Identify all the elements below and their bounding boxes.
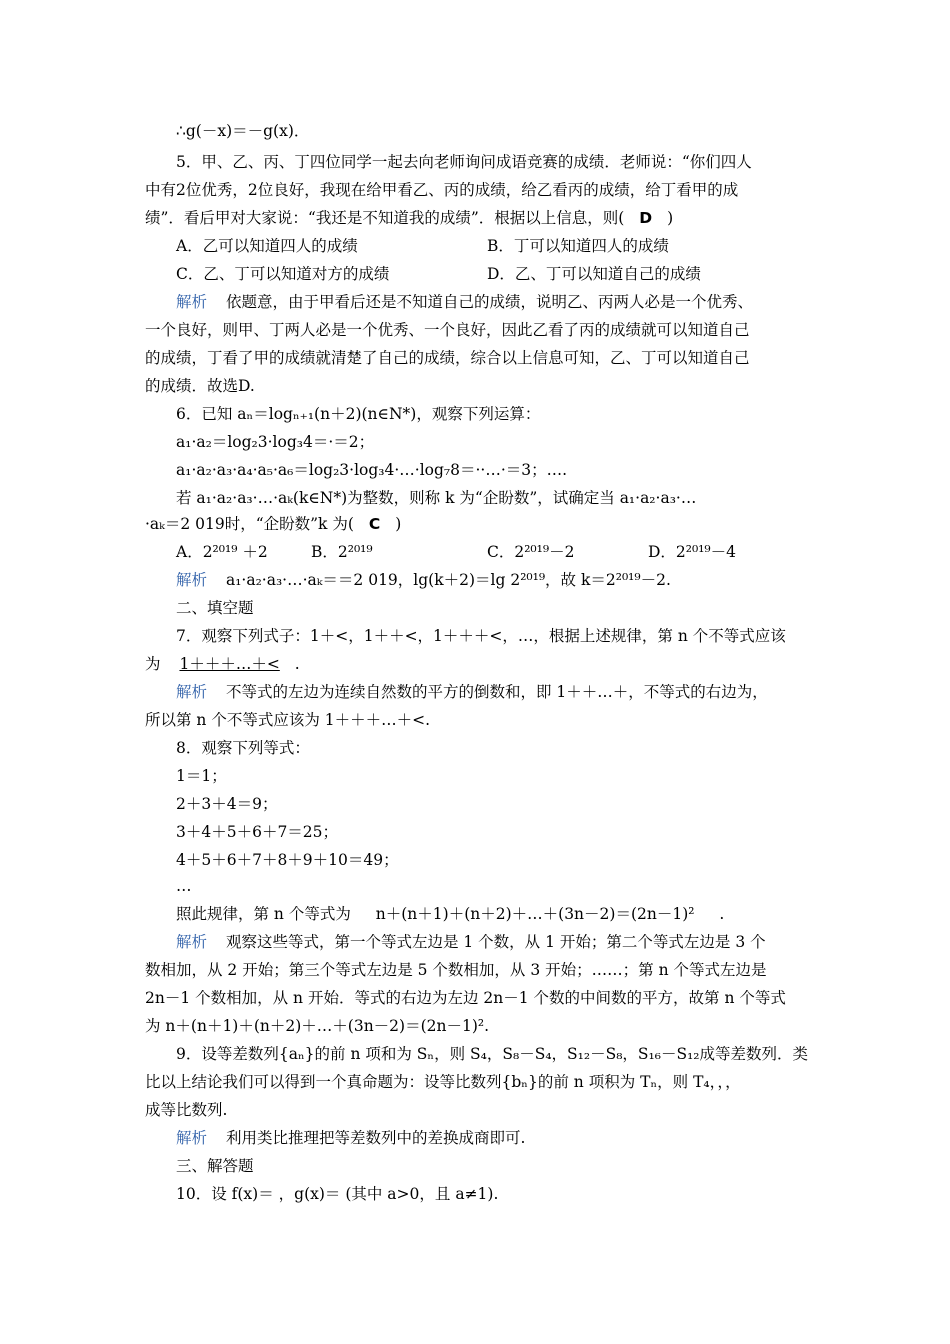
q9-stem-line-3: 成等比数列. bbox=[145, 1101, 228, 1119]
q8-solution-line-2: 数相加，从 2 开始；第三个等式左边是 5 个数相加，从 3 开始；……；第 n 个等式左边是 bbox=[145, 961, 767, 979]
q8-equation-4: 4＋5＋6＋7＋8＋9＋10＝49； bbox=[176, 851, 399, 869]
q5-stem-line-3 bbox=[145, 208, 673, 228]
q6-stem-line-4: 若 a₁·a₂·a₃·…·aₖ(k∈N*)为整数，则称 k 为“企盼数”，试确定当 a₁·a₂·a₃·… bbox=[176, 489, 697, 507]
q6-solution-line bbox=[176, 570, 671, 590]
q5-stem-text: 绩”．看后甲对大家说：“我还是不知道我的成绩”．根据以上信息，则( bbox=[145, 209, 625, 227]
q8-solution-line-3: 2n－1 个数相加，从 n 开始．等式的右边为左边 2n－1 个数的中间数的平方，故第 n 个等式 bbox=[145, 989, 786, 1007]
q6-answer: C bbox=[368, 515, 381, 533]
q5-solution-line-3: 的成绩，丁看了甲的成绩就清楚了自己的成绩，综合以上信息可知，乙、丁可以知道自己 bbox=[145, 349, 750, 367]
q7-period: . bbox=[294, 655, 300, 673]
q7-solution-line-1 bbox=[176, 682, 768, 702]
q7-stem-line-2 bbox=[145, 654, 300, 674]
q8-equation-3: 3＋4＋5＋6＋7＝25； bbox=[176, 823, 339, 841]
q5-option-c: C．乙、丁可以知道对方的成绩 bbox=[176, 265, 390, 283]
q5-solution-line-1 bbox=[176, 292, 753, 312]
q9-solution-line bbox=[176, 1128, 525, 1148]
q6-option-d: D．2²⁰¹⁹－4 bbox=[648, 543, 737, 561]
q6-stem-line-5 bbox=[145, 514, 401, 534]
q5-solution-label: 解析 bbox=[176, 293, 208, 311]
q8-period: . bbox=[719, 905, 725, 923]
q9-stem-line-2: 比以上结论我们可以得到一个真命题为：设等比数列{bₙ}的前 n 项积为 Tₙ，则 T₄，，， bbox=[145, 1073, 741, 1091]
q8-equation-1: 1＝1； bbox=[176, 767, 227, 785]
q8-ellipsis: … bbox=[176, 877, 192, 895]
section-solve-heading: 三、解答题 bbox=[176, 1157, 254, 1175]
proof-conclusion-line: ∴g(－x)＝－g(x)． bbox=[176, 122, 310, 140]
q5-option-a: A．乙可以知道四人的成绩 bbox=[176, 237, 358, 255]
q8-solution-line-4: 为 n＋(n＋1)＋(n＋2)＋…＋(3n－2)＝(2n－1)². bbox=[145, 1017, 490, 1035]
q6-options-row bbox=[176, 542, 876, 562]
q8-stem-line-1: 8．观察下列等式： bbox=[176, 739, 310, 757]
q6-paren-close: ) bbox=[395, 515, 402, 533]
q9-solution-label: 解析 bbox=[176, 1129, 208, 1147]
q5-options-row-1 bbox=[176, 236, 876, 256]
q6-option-a: A．2²⁰¹⁹ ＋2 bbox=[176, 543, 268, 561]
q5-solution-text-1: 依题意，由于甲看后还是不知道自己的成绩，说明乙、丙两人必是一个优秀、 bbox=[225, 293, 753, 311]
q8-solution-line-1 bbox=[176, 932, 766, 952]
q10-stem-line: 10．设 f(x)＝ ，g(x)＝ (其中 a>0，且 a≠1). bbox=[176, 1185, 499, 1203]
q6-stem-line-2: a₁·a₂＝log₂3·log₃4＝·＝2； bbox=[176, 433, 375, 451]
q5-option-b: B．丁可以知道四人的成绩 bbox=[487, 237, 669, 255]
q5-option-d: D．乙、丁可以知道自己的成绩 bbox=[487, 265, 701, 283]
q5-paren-close: ) bbox=[667, 209, 674, 227]
q6-solution-text: a₁·a₂·a₃·…·aₖ＝＝2 019，lg(k＋2)＝lg 2²⁰¹⁹，故 k＝2²⁰¹⁹－2. bbox=[225, 571, 671, 589]
q6-stem-line-3: a₁·a₂·a₃·a₄·a₅·a₆＝log₂3·log₃4·…·log₇8＝··…·＝3；…. bbox=[176, 461, 568, 479]
q8-solution-text-1: 观察这些等式，第一个等式左边是 1 个数，从 1 开始；第二个等式左边是 3 个 bbox=[225, 933, 766, 951]
q6-stem-line-1: 6．已知 aₙ＝logₙ₊₁(n＋2)(n∈N*)，观察下列运算： bbox=[176, 405, 541, 423]
q6-option-b: B．2²⁰¹⁹ bbox=[311, 543, 373, 561]
q7-answer: 1＋＋＋…＋< bbox=[179, 655, 280, 673]
q7-solution-label: 解析 bbox=[176, 683, 208, 701]
q5-solution-line-4: 的成绩．故选D. bbox=[145, 377, 255, 395]
q5-options-row-2 bbox=[176, 264, 876, 284]
q7-solution-text-1: 不等式的左边为连续自然数的平方的倒数和，即 1＋＋…＋，不等式的右边为， bbox=[225, 683, 768, 701]
q7-stem-line-1: 7．观察下列式子：1＋<，1＋＋<，1＋＋＋<，…，根据上述规律，第 n 个不等式应该 bbox=[176, 627, 786, 645]
q5-stem-line-1: 5．甲、乙、丙、丁四位同学一起去向老师询问成语竞赛的成绩．老师说：“你们四人 bbox=[176, 153, 752, 171]
q8-equation-2: 2＋3＋4＝9； bbox=[176, 795, 278, 813]
q6-stem-text: ·aₖ＝2 019时，“企盼数”k 为( bbox=[145, 515, 354, 533]
section-fill-in-heading: 二、填空题 bbox=[176, 599, 254, 617]
q9-solution-text: 利用类比推理把等差数列中的差换成商即可. bbox=[225, 1129, 526, 1147]
q8-solution-label: 解析 bbox=[176, 933, 208, 951]
q6-solution-label: 解析 bbox=[176, 571, 208, 589]
q8-stem-text: 照此规律，第 n 个等式为 bbox=[176, 905, 351, 923]
q6-option-c: C．2²⁰¹⁹－2 bbox=[487, 543, 575, 561]
q8-answer: n＋(n＋1)＋(n＋2)＋…＋(3n－2)＝(2n－1)² bbox=[375, 905, 695, 923]
q5-solution-line-2: 一个良好，则甲、丁两人必是一个优秀、一个良好，因此乙看了丙的成绩就可以知道自己 bbox=[145, 321, 750, 339]
q8-stem-line-last bbox=[176, 904, 724, 924]
q5-stem-line-2: 中有2位优秀，2位良好，我现在给甲看乙、丙的成绩，给乙看丙的成绩，给丁看甲的成 bbox=[145, 181, 739, 199]
q7-solution-line-2: 所以第 n 个不等式应该为 1＋＋＋…＋<. bbox=[145, 711, 431, 729]
q5-answer: D bbox=[639, 209, 653, 227]
q7-stem-text: 为 bbox=[145, 655, 161, 673]
q9-stem-line-1: 9．设等差数列{aₙ}的前 n 项和为 Sₙ，则 S₄，S₈－S₄，S₁₂－S₈，S₁₆－S₁₂成等差数列．类 bbox=[176, 1045, 809, 1063]
